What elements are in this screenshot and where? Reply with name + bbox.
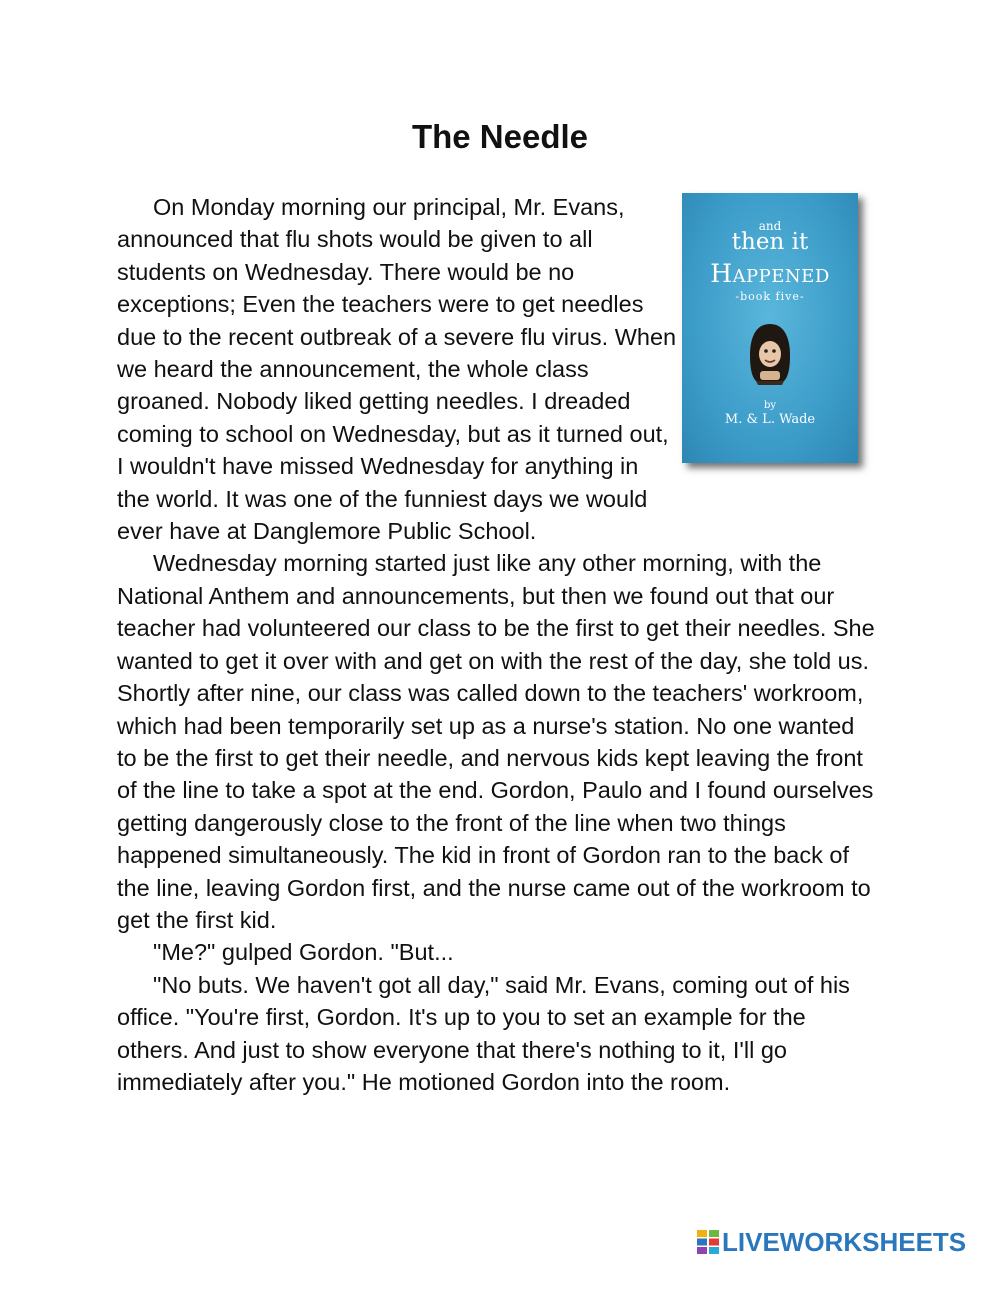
liveworksheets-logo [697,1227,966,1257]
blocks-logo-icon [697,1230,719,1254]
cover-author: M. & L. Wade [724,412,816,427]
paragraph-4: "No buts. We haven't got all day," said Mr. Evans, coming out of his office. "You're first, Gordon. It's up to you to set an example for the others. And just to show everyone that there's nothing to it, I'll go immediately after you." He motioned Gordon into the room. [117,971,850,1095]
paragraph-2: Wednesday morning started just like any other morning, with the National Anthem and announcements, but then we found out that our teacher had volunteered our class to be the first to get their needles. She wanted to get it over with and get on with the rest of the day, she told us. Shortly after nine, our class was called down to the teachers' workroom, which had been temporarily set up as a nurse's station. No one wanted to be the first to get their needle, and nervous kids kept leaving the front of the line to take a spot at the end. Gordon, Paulo and I found ourselves getting dangerously close to the front of the line when two things happened simultaneously. The kid in front of Gordon ran to the back of the line, leaving Gordon first, and the nurse came out of the workroom to get the first kid. [117,550,875,933]
document-title: The Needle [411,118,589,155]
paragraph-1: On Monday morning our principal, Mr. Evans, announced that flu shots would be given to all students on Wednesday. There would be no exceptions; Even the teachers were to get needles due to the recent outbreak of a severe flu virus. When we heard the announcement, the whole class groaned. Nobody liked getting needles. I dreaded coming to school on Wednesday, but as it turned out, I wouldn't have missed Wednesday for anything in the world. It was one of the funniest days we would ever have at Danglemore Public School. [117,194,677,545]
book-cover-image [682,193,858,463]
cover-happened-cap: H [710,259,733,288]
cover-then-it: then it [731,229,809,255]
cover-happened [682,259,858,288]
cover-and: and [758,219,782,233]
logo-text: LIVEWORKSHEETS [722,1226,967,1257]
cover-by: by [763,400,777,411]
hooded-figure-icon [742,321,798,389]
paragraph-3: "Me?" gulped Gordon. "But... [153,939,454,966]
cover-book-five: -book five- [735,290,805,303]
cover-happened-rest: APPENED [732,266,830,287]
